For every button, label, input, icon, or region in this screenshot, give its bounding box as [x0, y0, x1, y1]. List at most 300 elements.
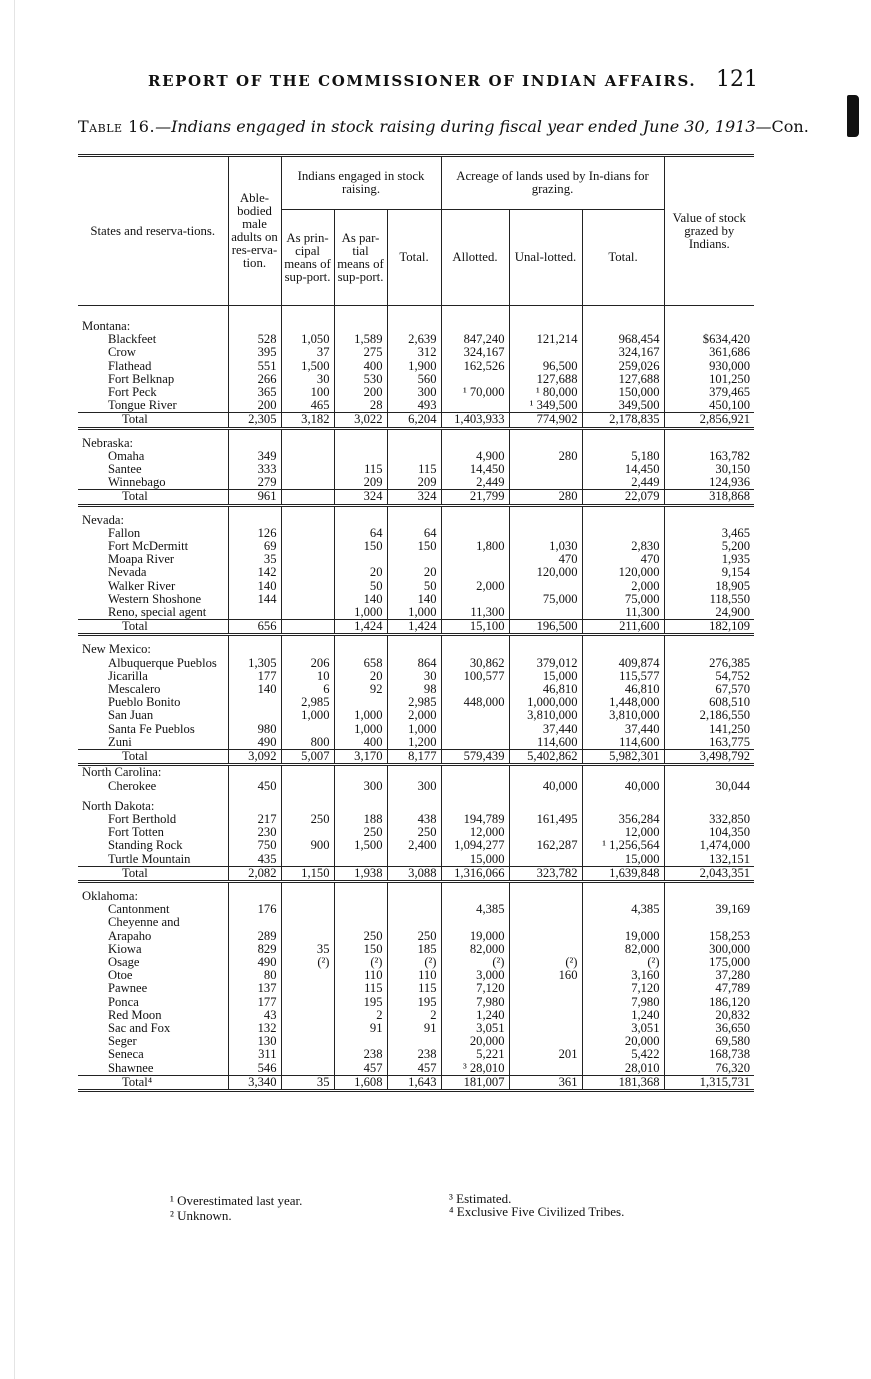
reservation-label: Kiowa [108, 941, 142, 956]
stock-value-cell: 37,280 [664, 969, 754, 982]
spacer-row [78, 505, 754, 514]
empty-cell [582, 766, 664, 779]
spacer-cell [664, 881, 754, 890]
acreage-total-cell: 2,000 [582, 580, 664, 593]
able-bodied-cell: 490 [228, 956, 281, 969]
partial-cell: 1,938 [334, 866, 387, 881]
principal-cell [281, 450, 334, 463]
reservation-name [78, 916, 228, 942]
total-label: Total [122, 865, 148, 880]
engaged-total-cell: 1,424 [387, 620, 441, 635]
spacer-cell [281, 635, 334, 644]
empty-cell [387, 800, 441, 813]
stock-value-cell: 141,250 [664, 723, 754, 736]
unallotted-cell: 46,810 [509, 683, 582, 696]
allotted-cell: 4,385 [441, 903, 509, 916]
stock-value-cell: 1,935 [664, 553, 754, 566]
allotted-cell [441, 553, 509, 566]
empty-cell [441, 766, 509, 779]
reservation-name [78, 956, 228, 969]
acreage-total-cell: 115,577 [582, 670, 664, 683]
table-row [78, 399, 754, 413]
reservation-label: Flathead [108, 358, 152, 373]
engaged-total-cell: 98 [387, 683, 441, 696]
unallotted-cell: 96,500 [509, 360, 582, 373]
partial-cell: 188 [334, 813, 387, 826]
reservation-name [78, 566, 228, 579]
unallotted-cell [509, 580, 582, 593]
engaged-total-cell: 2,985 [387, 696, 441, 709]
table-row [78, 1062, 754, 1076]
table-row [78, 736, 754, 750]
allotted-cell: 30,862 [441, 657, 509, 670]
stock-value-cell: 39,169 [664, 903, 754, 916]
reservation-name [78, 780, 228, 793]
principal-cell: 1,050 [281, 333, 334, 346]
spacer-cell [387, 306, 441, 321]
partial-cell: 530 [334, 373, 387, 386]
allotted-cell: 3,000 [441, 969, 509, 982]
acreage-total-cell: 19,000 [582, 916, 664, 942]
acreage-total-cell: 3,160 [582, 969, 664, 982]
reservation-name [78, 1009, 228, 1022]
reservation-name [78, 1022, 228, 1035]
reservation-name [78, 696, 228, 709]
able-bodied-cell: 126 [228, 527, 281, 540]
state-name: New Mexico: [82, 642, 151, 657]
engaged-total-cell: 209 [387, 476, 441, 490]
engaged-total-cell: 2 [387, 1009, 441, 1022]
able-bodied-cell: 395 [228, 346, 281, 359]
stock-value-cell: 47,789 [664, 982, 754, 995]
reservation-name [78, 1035, 228, 1048]
spacer-cell [334, 881, 387, 890]
partial-cell: 1,000 [334, 723, 387, 736]
able-bodied-cell [228, 709, 281, 722]
acreage-total-cell: 28,010 [582, 1062, 664, 1076]
engaged-total-cell [387, 903, 441, 916]
table-row [78, 580, 754, 593]
principal-cell [281, 1048, 334, 1061]
stock-value-cell: 163,775 [664, 736, 754, 750]
spacer-cell [582, 793, 664, 800]
stock-value-cell: 69,580 [664, 1035, 754, 1048]
acreage-total-cell: 1,240 [582, 1009, 664, 1022]
acreage-total-cell: 46,810 [582, 683, 664, 696]
engaged-total-cell: 238 [387, 1048, 441, 1061]
spacer-cell [441, 881, 509, 890]
principal-cell [281, 540, 334, 553]
able-bodied-cell: 656 [228, 620, 281, 635]
able-bodied-cell: 279 [228, 476, 281, 490]
engaged-total-cell: 250 [387, 916, 441, 942]
stock-value-cell: 24,900 [664, 606, 754, 620]
reservation-name [78, 943, 228, 956]
stock-value-cell: 450,100 [664, 399, 754, 413]
spacer-row [78, 306, 754, 321]
acreage-total-cell: 7,120 [582, 982, 664, 995]
engaged-total-cell: 457 [387, 1062, 441, 1076]
empty-cell [228, 514, 281, 527]
total-row [78, 1075, 754, 1090]
report-title: REPORT OF THE COMMISSIONER OF INDIAN AFFAIRS. [148, 72, 697, 90]
unallotted-cell: 323,782 [509, 866, 582, 881]
stock-value-cell: 132,151 [664, 853, 754, 867]
principal-cell [281, 593, 334, 606]
principal-cell [281, 780, 334, 793]
principal-cell: 10 [281, 670, 334, 683]
reservation-name [78, 866, 228, 881]
principal-cell [281, 527, 334, 540]
principal-cell: 800 [281, 736, 334, 750]
acreage-total-cell: 5,180 [582, 450, 664, 463]
stock-value-cell: 104,350 [664, 826, 754, 839]
empty-cell [387, 890, 441, 903]
allotted-cell: 1,800 [441, 540, 509, 553]
able-bodied-cell [228, 606, 281, 620]
principal-cell: 1,150 [281, 866, 334, 881]
partial-cell [334, 903, 387, 916]
partial-cell: 324 [334, 490, 387, 505]
total-row [78, 750, 754, 765]
reservation-label: Osage [108, 954, 140, 969]
reservation-label: Sac and Fox [108, 1020, 171, 1035]
able-bodied-cell: 43 [228, 1009, 281, 1022]
able-bodied-cell: 961 [228, 490, 281, 505]
partial-cell: 3,022 [334, 413, 387, 428]
reservation-name [78, 839, 228, 852]
allotted-cell: 7,120 [441, 982, 509, 995]
reservation-label: Shawnee [108, 1060, 154, 1075]
partial-cell: 400 [334, 360, 387, 373]
col-able-header: Able-bodied male adults on res-erva-tion. [228, 156, 281, 306]
principal-cell [281, 1062, 334, 1076]
total-row [78, 413, 754, 428]
unallotted-cell: 160 [509, 969, 582, 982]
spacer-cell [334, 505, 387, 514]
acreage-total-cell: 259,026 [582, 360, 664, 373]
reservation-label: Turtle Mountain [108, 851, 191, 866]
principal-cell [281, 853, 334, 867]
spacer-cell [664, 793, 754, 800]
able-bodied-cell: 551 [228, 360, 281, 373]
able-bodied-cell: 144 [228, 593, 281, 606]
empty-cell [509, 766, 582, 779]
unallotted-cell: 280 [509, 490, 582, 505]
unallotted-cell [509, 606, 582, 620]
reservation-label: Fort Peck [108, 385, 157, 400]
stock-value-cell: 67,570 [664, 683, 754, 696]
able-bodied-cell: 289 [228, 916, 281, 942]
state-heading-row [78, 643, 754, 656]
reservation-name [78, 657, 228, 670]
allotted-cell: 20,000 [441, 1035, 509, 1048]
principal-cell [281, 1009, 334, 1022]
acreage-total-cell: 12,000 [582, 826, 664, 839]
partial-cell: 115 [334, 982, 387, 995]
allotted-cell [441, 399, 509, 413]
reservation-label: Cantonment [108, 902, 170, 917]
unallotted-cell: 120,000 [509, 566, 582, 579]
page-number: 121 [716, 67, 758, 92]
table-row [78, 566, 754, 579]
reservation-label: Standing Rock [108, 838, 183, 853]
acreage-total-cell: 11,300 [582, 606, 664, 620]
spacer-row [78, 793, 754, 800]
empty-cell [664, 514, 754, 527]
unallotted-cell [509, 476, 582, 490]
unallotted-cell: 280 [509, 450, 582, 463]
allotted-cell: 579,439 [441, 750, 509, 765]
principal-cell: 2,985 [281, 696, 334, 709]
table-row [78, 657, 754, 670]
total-label: Total [122, 489, 148, 504]
allotted-cell: 82,000 [441, 943, 509, 956]
footnote-2: ² Unknown. [170, 1208, 232, 1223]
stock-value-cell: 3,465 [664, 527, 754, 540]
engaged-total-cell: 150 [387, 540, 441, 553]
footnote-1: ¹ Overestimated last year. [170, 1193, 303, 1208]
principal-cell: 37 [281, 346, 334, 359]
table-row [78, 346, 754, 359]
acreage-total-cell: 75,000 [582, 593, 664, 606]
unallotted-cell: 75,000 [509, 593, 582, 606]
reservation-name [78, 1075, 228, 1090]
spacer-cell [334, 428, 387, 437]
col-engaged-header: Indians engaged in stock raising. [281, 156, 441, 210]
spacer-row [78, 881, 754, 890]
engaged-total-cell: 1,643 [387, 1075, 441, 1090]
acreage-total-cell: 1,639,848 [582, 866, 664, 881]
acreage-total-cell: 409,874 [582, 657, 664, 670]
col-partial-header: As par-tial means of sup-port. [334, 210, 387, 306]
unallotted-cell: 196,500 [509, 620, 582, 635]
principal-cell [281, 996, 334, 1009]
principal-cell: 1,000 [281, 709, 334, 722]
stock-value-cell: 361,686 [664, 346, 754, 359]
reservation-name [78, 750, 228, 765]
stock-value-cell: 163,782 [664, 450, 754, 463]
footnote-4: ⁴ Exclusive Five Civilized Tribes. [449, 1204, 625, 1219]
reservation-name [78, 709, 228, 722]
acreage-total-cell: 150,000 [582, 386, 664, 399]
reservation-label: Blackfeet [108, 332, 157, 347]
stock-value-cell: 2,856,921 [664, 413, 754, 428]
col-principal-header: As prin-cipal means of sup-port. [281, 210, 334, 306]
empty-cell [281, 890, 334, 903]
acreage-total-cell: 181,368 [582, 1075, 664, 1090]
spacer-cell [281, 428, 334, 437]
reservation-label: Otoe [108, 968, 133, 983]
spacer-cell [441, 306, 509, 321]
allotted-cell: 1,403,933 [441, 413, 509, 428]
partial-cell: 195 [334, 996, 387, 1009]
unallotted-cell: 162,287 [509, 839, 582, 852]
acreage-total-cell: 82,000 [582, 943, 664, 956]
unallotted-cell [509, 903, 582, 916]
stock-raising-table [78, 154, 754, 1092]
empty-cell [509, 514, 582, 527]
reservation-name [78, 413, 228, 428]
acreage-total-cell: 120,000 [582, 566, 664, 579]
able-bodied-cell: 435 [228, 853, 281, 867]
allotted-cell: 2,000 [441, 580, 509, 593]
acreage-total-cell: 5,982,301 [582, 750, 664, 765]
state-heading-row [78, 437, 754, 450]
empty-cell [441, 437, 509, 450]
stock-value-cell: 2,186,550 [664, 709, 754, 722]
unallotted-cell [509, 1062, 582, 1076]
state-name: Nebraska: [82, 435, 134, 450]
stock-value-cell: 18,905 [664, 580, 754, 593]
spacer-cell [664, 428, 754, 437]
reservation-label: Ponca [108, 994, 139, 1009]
empty-cell [509, 643, 582, 656]
engaged-total-cell: 1,200 [387, 736, 441, 750]
reservation-label: Cherokee [108, 778, 157, 793]
total-row [78, 866, 754, 881]
engaged-total-cell: 300 [387, 780, 441, 793]
unallotted-cell [509, 916, 582, 942]
acreage-total-cell: 1,448,000 [582, 696, 664, 709]
spacer-row [78, 428, 754, 437]
acreage-total-cell: 2,178,835 [582, 413, 664, 428]
spacer-cell [509, 881, 582, 890]
partial-cell: 150 [334, 540, 387, 553]
spacer-cell [582, 635, 664, 644]
spacer-cell [387, 505, 441, 514]
stock-value-cell: 1,315,731 [664, 1075, 754, 1090]
empty-cell [228, 766, 281, 779]
spacer-cell [387, 881, 441, 890]
reservation-name [78, 996, 228, 1009]
partial-cell: 250 [334, 826, 387, 839]
reservation-name [78, 333, 228, 346]
partial-cell: 300 [334, 780, 387, 793]
principal-cell [281, 606, 334, 620]
table-row [78, 1048, 754, 1061]
total-row [78, 490, 754, 505]
reservation-label: Zuni [108, 734, 132, 749]
stock-value-cell: 930,000 [664, 360, 754, 373]
reservation-label: Western Shoshone [108, 591, 202, 606]
able-bodied-cell: 2,082 [228, 866, 281, 881]
allotted-cell: 448,000 [441, 696, 509, 709]
table-caption [78, 117, 809, 136]
unallotted-cell: 5,402,862 [509, 750, 582, 765]
engaged-total-cell: 50 [387, 580, 441, 593]
state-heading-row [78, 514, 754, 527]
unallotted-cell: 1,000,000 [509, 696, 582, 709]
partial-cell: 91 [334, 1022, 387, 1035]
unallotted-cell: 161,495 [509, 813, 582, 826]
state-heading-row [78, 766, 754, 779]
empty-cell [509, 800, 582, 813]
unallotted-cell: 114,600 [509, 736, 582, 750]
engaged-total-cell: 6,204 [387, 413, 441, 428]
unallotted-cell [509, 853, 582, 867]
table-row [78, 996, 754, 1009]
spacer-cell [664, 635, 754, 644]
stock-value-cell: 2,043,351 [664, 866, 754, 881]
engaged-total-cell: 3,088 [387, 866, 441, 881]
table-body [78, 306, 754, 1091]
spacer-cell [78, 306, 228, 321]
stock-value-cell: 168,738 [664, 1048, 754, 1061]
unallotted-cell: 379,012 [509, 657, 582, 670]
partial-cell: 150 [334, 943, 387, 956]
table-row [78, 709, 754, 722]
reservation-label: Winnebago [108, 475, 166, 490]
allotted-cell: 181,007 [441, 1075, 509, 1090]
spacer-cell [228, 793, 281, 800]
able-bodied-cell: 450 [228, 780, 281, 793]
acreage-total-cell: 349,500 [582, 399, 664, 413]
able-bodied-cell: 230 [228, 826, 281, 839]
principal-cell: 35 [281, 1075, 334, 1090]
acreage-total-cell: 22,079 [582, 490, 664, 505]
stock-value-cell: 1,474,000 [664, 839, 754, 852]
able-bodied-cell: 3,092 [228, 750, 281, 765]
able-bodied-cell: 69 [228, 540, 281, 553]
empty-cell [441, 514, 509, 527]
acreage-total-cell: 7,980 [582, 996, 664, 1009]
acreage-total-cell: 37,440 [582, 723, 664, 736]
partial-cell: 209 [334, 476, 387, 490]
reservation-label: Nevada [108, 565, 147, 580]
table-row [78, 723, 754, 736]
reservation-name [78, 360, 228, 373]
unallotted-cell [509, 346, 582, 359]
acreage-total-cell: 324,167 [582, 346, 664, 359]
spacer-cell [334, 793, 387, 800]
engaged-total-cell: 140 [387, 593, 441, 606]
spacer-cell [441, 428, 509, 437]
partial-cell: 2 [334, 1009, 387, 1022]
continued-label: Con. [771, 117, 809, 136]
acreage-total-cell: 470 [582, 553, 664, 566]
reservation-label: San Juan [108, 708, 154, 723]
engaged-total-cell: 110 [387, 969, 441, 982]
engaged-total-cell: 8,177 [387, 750, 441, 765]
stock-value-cell: 101,250 [664, 373, 754, 386]
spacer-cell [281, 306, 334, 321]
engaged-total-cell: 2,400 [387, 839, 441, 852]
principal-cell: 5,007 [281, 750, 334, 765]
spacer-cell [582, 428, 664, 437]
empty-cell [387, 643, 441, 656]
unallotted-cell [509, 996, 582, 1009]
spacer-cell [281, 793, 334, 800]
reservation-name [78, 490, 228, 505]
principal-cell: 35 [281, 943, 334, 956]
acreage-total-cell: 2,830 [582, 540, 664, 553]
unallotted-cell: 121,214 [509, 333, 582, 346]
spacer-cell [228, 306, 281, 321]
able-bodied-cell: 142 [228, 566, 281, 579]
principal-cell [281, 580, 334, 593]
allotted-cell: 100,577 [441, 670, 509, 683]
reservation-label: Crow [108, 345, 136, 360]
empty-cell [334, 514, 387, 527]
stock-value-cell: 118,550 [664, 593, 754, 606]
principal-cell: 900 [281, 839, 334, 852]
unallotted-cell: ¹ 349,500 [509, 399, 582, 413]
reservation-name [78, 723, 228, 736]
allotted-cell: 4,900 [441, 450, 509, 463]
allotted-cell: 3,051 [441, 1022, 509, 1035]
principal-cell [281, 566, 334, 579]
